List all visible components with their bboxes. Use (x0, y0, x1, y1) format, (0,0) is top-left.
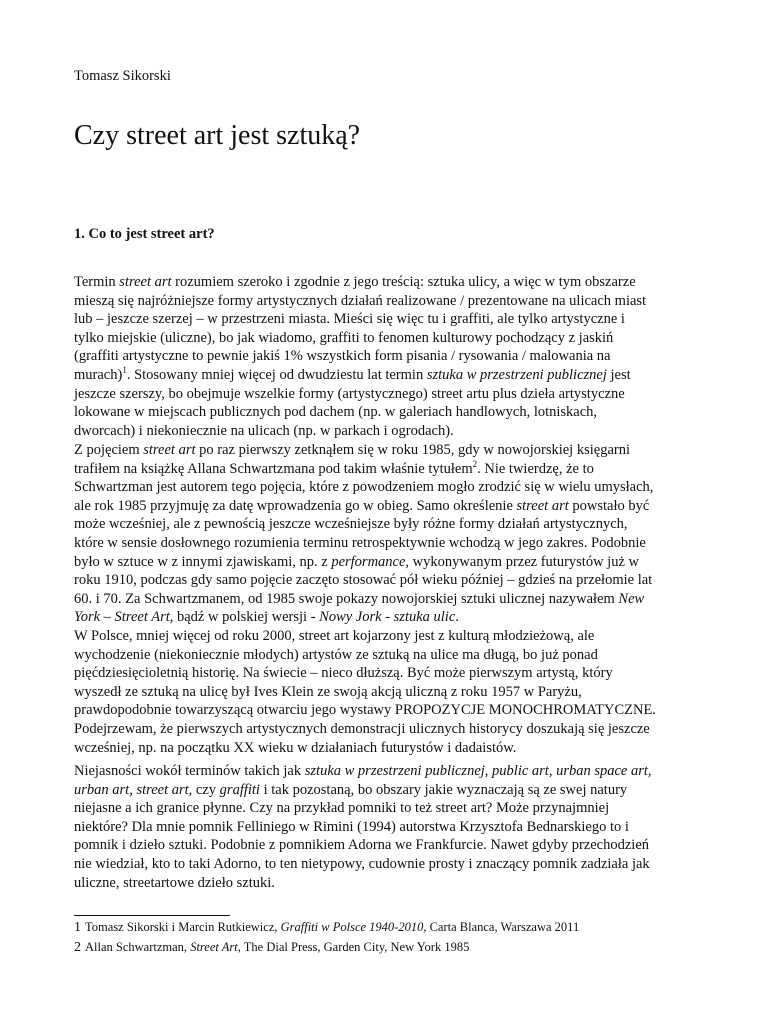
text-run: roku 1910, podczas gdy samo pojęcie zaczęto stosować pół wieku później – gdzieś na przełomie lat (74, 572, 653, 589)
text-run: powstało być (568, 497, 650, 514)
text-line (74, 478, 700, 497)
text-run: pięćdziesięcioletnią historię. Na świecie – nieco dłuższą. Być może pierwszym artystą, który (74, 665, 613, 682)
paragraph-2 (74, 441, 700, 627)
text-run: może wcześniej, ale z pewnością jeszcze wcześniejsze były różne formy działań artystycznych, (74, 516, 628, 533)
text-run: wychodzenie (niekoniecznie młodych) artystów ze sztuką na ulice ma długą, bo już ponad (74, 646, 598, 663)
text-run: mieszą się najróżniejsze formy artystycznych działań realizowane / prezentowane na ulicach miast (74, 292, 647, 309)
section-heading: 1. Co to jest street art? (74, 226, 215, 242)
text-run: The Dial Press, Garden City, New York 1985 (240, 940, 470, 954)
text-line (74, 403, 700, 422)
text-line (74, 515, 700, 534)
footnote-divider (74, 915, 230, 916)
text-run: tylko miejskie (uliczne), bo jak wiadomo, graffiti to fenomen kulturowy pochodzący z jaskiń (74, 329, 614, 346)
italic-text: performance, (331, 553, 410, 570)
text-run: . Stosowany mniej więcej od dwudziestu lat termin (126, 366, 427, 383)
text-line (74, 608, 700, 627)
footnote-number: 1 (74, 920, 81, 935)
italic-text: sztuka w przestrzeni publicznej (426, 366, 607, 383)
text-line (74, 720, 700, 739)
text-line (74, 460, 700, 479)
text-run: Carta Blanca, Warszawa 2011 (426, 920, 580, 934)
paragraph-4 (74, 762, 700, 892)
text-run: czy (192, 781, 220, 798)
text-run: po raz pierwszy zetknąłem się w roku 1985, gdy w nowojorskiej księgarni (195, 442, 630, 458)
text-run: i tak pozostaną, bo obszary jakie wyznaczają są ze swej natury (259, 781, 628, 798)
text-run: trafiłem na książkę Allana Schwartzmana pod takim właśnie tytułem (74, 460, 473, 477)
text-run: prawdopodobnie towarzyszącą otwarciu jego wystawy PROPOZYCJE MONOCHROMATYCZNE. (74, 702, 656, 719)
text-run: lub – jeszcze szerzej – w przestrzeni miasta. Mieści się więc tu i graffiti, ale tylko artystyczne i (74, 311, 625, 328)
author-name: Tomasz Sikorski (74, 68, 171, 84)
italic-text: New (618, 590, 645, 607)
text-line (74, 701, 700, 720)
text-run: które w sensie dosłownego rozumienia terminu retrospektywnie wchodzą w jego zakres. Podobnie (74, 534, 646, 551)
text-line (74, 855, 700, 874)
text-line (74, 646, 700, 665)
text-line (74, 534, 700, 553)
footnote-ref: 1 (122, 365, 127, 376)
text-run: Allan Schwartzman, (85, 940, 191, 954)
text-run: Niejasności wokół terminów takich jak (74, 763, 305, 779)
text-run: wyszedł ze sztuką na ulicę był Ives Klein ze swoją akcją uliczną z roku 1957 w Paryżu, (74, 683, 582, 700)
italic-text: street art (143, 442, 196, 458)
text-run: rozumiem szeroko i zgodnie z jego treścią: sztuka ulicy, a więc w tym obszarze (171, 274, 636, 290)
text-line (74, 762, 700, 781)
text-run: , bądź w polskiej wersji - (169, 609, 320, 626)
italic-text: street art (516, 497, 569, 514)
text-line (74, 571, 700, 590)
text-run: murach) (74, 366, 123, 383)
text-run: . (455, 609, 459, 626)
text-run: W Polsce, mniej więcej od roku 2000, street art kojarzony jest z kulturą młodzieżową, ale (74, 628, 595, 644)
text-line (74, 366, 700, 385)
text-run: wcześniej, np. na początku XX wieku w działaniach futurystów i dadaistów. (74, 739, 517, 756)
paragraph-3 (74, 627, 700, 757)
text-line (74, 347, 700, 366)
italic-text: sztuka w przestrzeni publicznej, public art, urban space art, (304, 763, 652, 779)
text-run: Z pojęciem (74, 442, 144, 458)
text-run: Tomasz Sikorski i Marcin Rutkiewicz, (85, 920, 281, 934)
document-title: Czy street art jest sztuką? (74, 120, 361, 151)
italic-text: street art (119, 274, 172, 290)
text-run: Podejrzewam, że pierwszych artystycznych demonstracji ulicznych historycy doszukają się jeszcze (74, 720, 650, 737)
text-run: wykonywanym przez futurystów już w (409, 553, 639, 570)
text-run: Termin (74, 274, 120, 290)
text-line (74, 627, 700, 646)
text-run: ale rok 1985 przyjmuję za datę wprowadzenia go w obieg. Samo określenie (74, 497, 517, 514)
text-line (74, 781, 700, 800)
text-line (74, 497, 700, 516)
text-line (74, 799, 700, 818)
text-run: (graffiti artystyczne to pewnie jakiś 1% wszystkich form pisania / rysowania / malowania na (74, 348, 611, 365)
text-run: niektóre? Dla mnie pomnik Felliniego w Rimini (1994) autorstwa Krzysztofa Bednarskiego to i (74, 818, 629, 835)
text-run: . Nie twierdzę, że to (477, 460, 594, 477)
text-run: Schwartzman jest autorem tego pojęcia, które z powodzeniem mogło zrodzić się w wielu umysłach, (74, 479, 654, 496)
text-run: uliczne, streetartowe dzieło sztuki. (74, 874, 275, 891)
text-line (74, 292, 700, 311)
text-line (74, 273, 700, 292)
text-line (74, 385, 700, 404)
italic-text: urban art, street art, (74, 781, 193, 798)
text-line (74, 329, 700, 348)
italic-text: York – Street Art (74, 609, 170, 626)
text-line (74, 441, 700, 460)
text-run: jest (606, 366, 631, 383)
text-run: niejasne a ich granice płynne. Czy na przykład pomniki to też street art? Może przynajmniej (74, 800, 610, 817)
text-line (74, 683, 700, 702)
text-run: było w sztuce w z innymi zjawiskami, np. z (74, 553, 332, 570)
text-run: dworcach) i niekoniecznie na ulicach (np. w parkach i ogrodach). (74, 422, 454, 439)
paragraph-1 (74, 273, 700, 440)
footnote-ref: 2 (472, 458, 478, 469)
italic-text: Street Art, (190, 940, 241, 954)
text-line (74, 836, 700, 855)
text-line (74, 553, 700, 572)
text-line (74, 664, 700, 683)
text-run: pomnik i dzieło sztuki. Podobnie z pomnikiem Adorna we Frankfurcie. Nawet gdyby przechodzień (74, 837, 650, 854)
text-run: jeszcze szerszy, bo obejmuje wszelkie formy (artystycznego) street artu plus dzieła artystyczne (74, 385, 625, 402)
text-run: 60. i 70. Za Schwartzmanem, od 1985 swoje pokazy nowojorskiej sztuki ulicznej nazywałem (74, 590, 619, 607)
footnote-number: 2 (74, 940, 81, 955)
italic-text: graffiti (219, 781, 260, 798)
text-line (74, 874, 700, 893)
footnote-2 (74, 940, 469, 956)
text-line (74, 590, 700, 609)
italic-text: Graffiti w Polsce 1940-2010, (280, 920, 427, 934)
text-line (74, 818, 700, 837)
text-run: nie wiedział, kto to taki Adorno, to ten nietypowy, cudownie prosty i znaczący pomnik zadziała jak (74, 855, 650, 872)
text-line (74, 739, 700, 758)
text-run: lokowane w miejscach publicznych pod dachem (np. w galeriach handlowych, lotniskach, (74, 404, 598, 421)
footnote-1 (74, 920, 579, 936)
text-line (74, 310, 700, 329)
italic-text: Nowy Jork - sztuka ulic (319, 609, 456, 626)
text-line (74, 422, 700, 441)
